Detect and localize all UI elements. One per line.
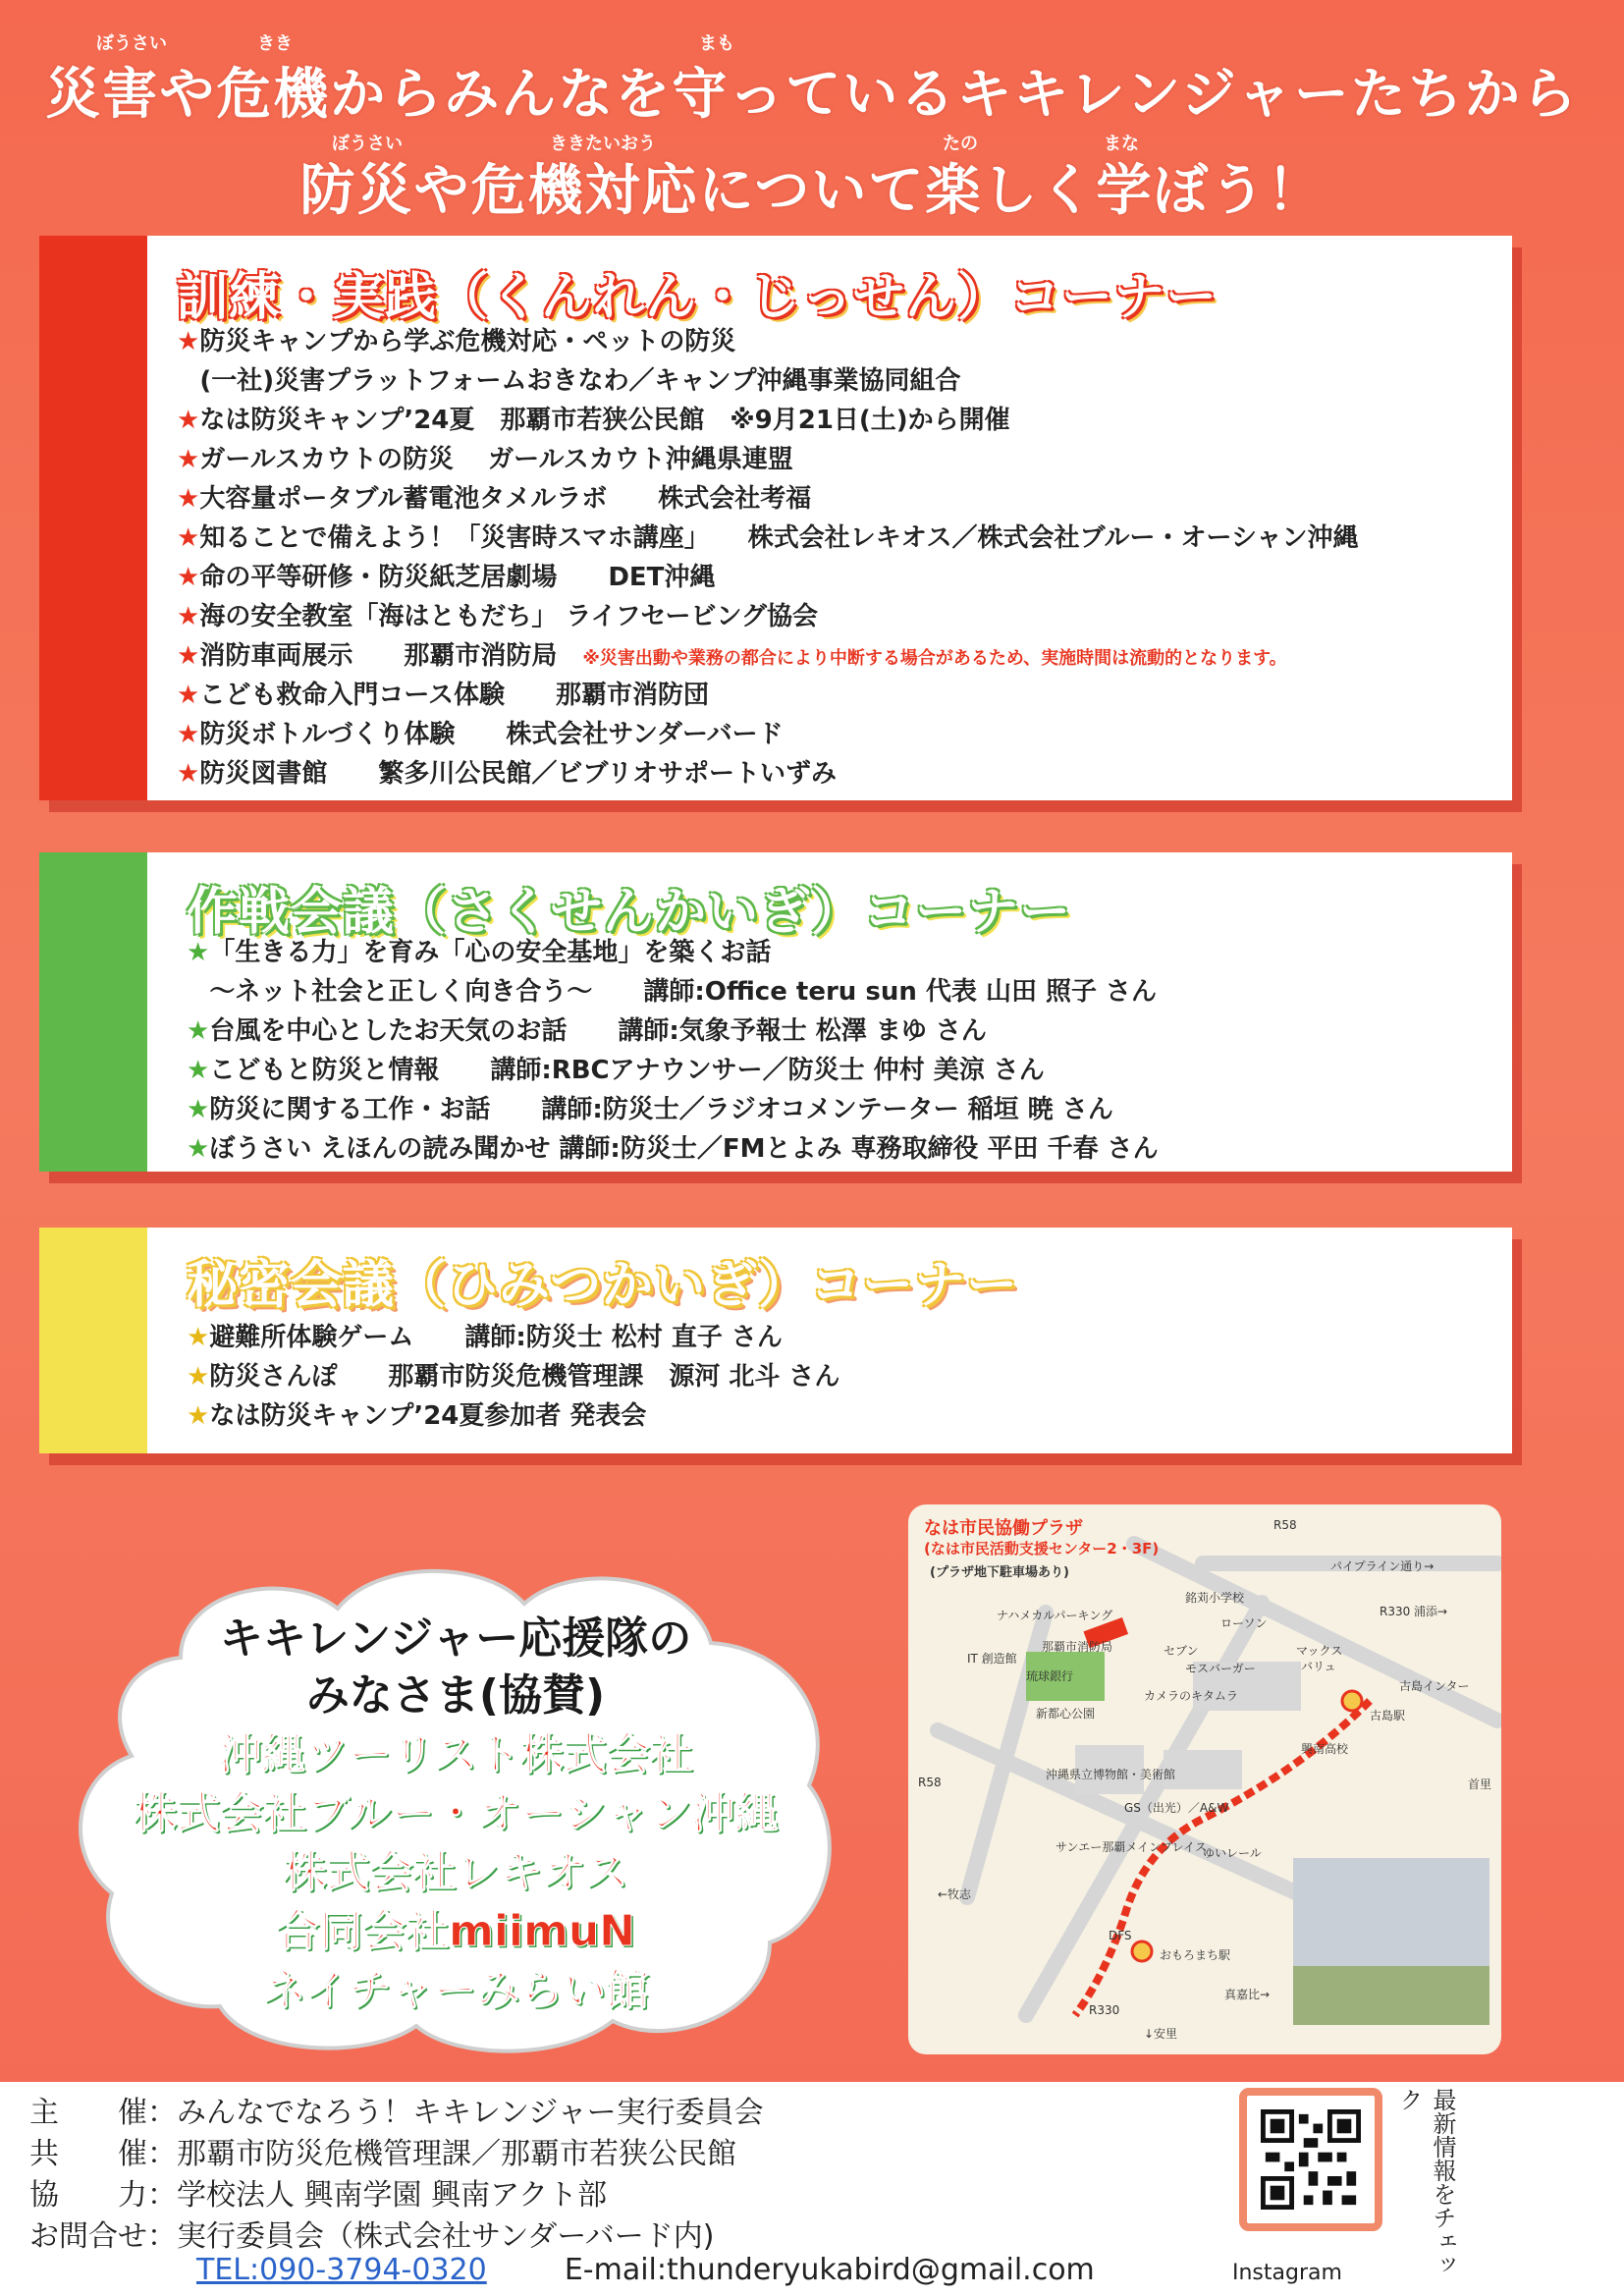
map-label: 古島インター — [1399, 1679, 1470, 1693]
map-label: 銘苅小学校 — [1185, 1591, 1245, 1605]
ruby-mana: まな — [1104, 134, 1139, 154]
sakusen-corner — [39, 852, 1512, 1172]
headline-1: 災害や危機からみんなを守っているキキレンジャーたちから — [45, 63, 1579, 127]
list-item: ★防災に関する工作・お話 講師:防災士／ラジオコメンテーター 稲垣 暁 さん — [187, 1095, 1113, 1124]
headline-2: 防災や危機対応について楽しく学ぼう！ — [299, 159, 1325, 223]
map-label: 首里 — [1468, 1777, 1492, 1791]
ruby-tano: たの — [943, 134, 978, 154]
footer-co: 共 催：那覇市防災危機管理課／那覇市若狭公民館 — [29, 2137, 736, 2171]
map-label: IT 創造館 — [967, 1652, 1017, 1666]
map-label: DFS — [1109, 1929, 1132, 1942]
tel-link[interactable]: TEL:090-3794-0320 — [196, 2253, 487, 2287]
map-label: セブン — [1164, 1644, 1199, 1658]
list-item: (一社)災害プラットフォームおきなわ／キャンプ沖縄事業協同組合 — [199, 366, 961, 396]
map-label: R58 — [1273, 1518, 1297, 1532]
instagram-qr-code[interactable] — [1239, 2088, 1382, 2231]
ruby-bousai: ぼうさい — [96, 33, 167, 54]
list-item: ★大容量ポータブル蓄電池タメルラボ 株式会社考福 — [177, 484, 812, 514]
map-label: 琉球銀行 — [1026, 1669, 1074, 1683]
map-roads — [908, 1504, 1501, 2054]
sakusen-list — [187, 933, 1159, 1169]
kunren-note: ※災害出動や業務の都合により中断する場合があるため、実施時間は流動的となります。 — [582, 648, 1287, 669]
ruby-bousai-2: ぼうさい — [332, 134, 403, 154]
himitsu-title: 秘密会議（ひみつかいぎ）コーナー — [187, 1256, 1018, 1315]
footer-host: 主 催：みんなでなろう！キキレンジャー実行委員会 — [29, 2096, 764, 2130]
list-item: ★防災さんぽ 那覇市防災危機管理課 源河 北斗 さん — [187, 1362, 840, 1392]
map-label: GS（出光）／A&W — [1124, 1801, 1229, 1815]
list-item: ★こどもと防災と情報 講師:RBCアナウンサー／防災士 仲村 美涼 さん — [187, 1056, 1045, 1085]
list-item: ★防災キャンプから学ぶ危機対応・ペットの防災 — [177, 327, 736, 356]
map-label: 那覇市消防局 — [1042, 1640, 1113, 1654]
list-item: 〜ネット社会と正しく向き合う〜 講師:Office teru sun 代表 山田 照子 さん — [209, 977, 1158, 1007]
footer-coop: 協 力：学校法人 興南学園 興南アクト部 — [29, 2178, 608, 2213]
map-venue: なは市民協働プラザ — [924, 1518, 1083, 1539]
list-item: ★台風を中心としたお天気のお話 講師:気象予報士 松澤 まゆ さん — [187, 1016, 987, 1046]
ruby-mamo: まも — [699, 33, 734, 54]
list-item: ★こども救命入門コース体験 那覇市消防団 — [177, 681, 710, 710]
footer-contact-details — [196, 2253, 1095, 2287]
email-link[interactable]: E-mail:thunderyukabird@gmail.com — [564, 2253, 1095, 2287]
map-label: 沖縄県立博物館・美術館 — [1046, 1768, 1176, 1781]
map-label: おもろまち駅 — [1160, 1948, 1231, 1962]
map-label: ←牧志 — [938, 1887, 972, 1901]
qr-code-icon — [1261, 2109, 1361, 2210]
map-label: モスバーガー — [1185, 1662, 1256, 1675]
latest-info-label: 最新情報をチェック — [1395, 2088, 1456, 2276]
map-label: ゆいレール — [1203, 1846, 1262, 1860]
sponsor-name: 株式会社レキオス — [283, 1847, 628, 1897]
map-label: サンエー那覇メインプレイス — [1056, 1840, 1207, 1854]
sponsor-name: ネイチャーみらい館 — [262, 1965, 649, 2015]
map-label: パイプライン通り→ — [1330, 1559, 1435, 1573]
map-label: カメラのキタムラ — [1144, 1689, 1238, 1703]
list-item: ★命の平等研修・防災紙芝居劇場 DET沖縄 — [177, 563, 716, 592]
list-item: ★ぼうさい えほんの読み聞かせ 講師:防災士／FMとよみ 専務取締役 平田 千春 さん — [187, 1134, 1159, 1164]
map-label: R330 — [1089, 2003, 1120, 2017]
map-label: ナハメカルパーキング — [997, 1609, 1113, 1622]
list-item: ★防災図書館 繁多川公民館／ビブリオサポートいずみ — [177, 759, 838, 789]
list-item: ★なは防災キャンプ’24夏 那覇市若狭公民館 ※9月21日(土)から開催 — [177, 406, 1010, 435]
kunren-list — [177, 322, 1358, 793]
list-item: ★避難所体験ゲーム 講師:防災士 松村 直子 さん — [187, 1323, 783, 1352]
map-venue-sub: (なは市民活動支援センター2・3F) — [924, 1540, 1160, 1558]
list-item: ★なは防災キャンプ’24夏参加者 発表会 — [187, 1401, 647, 1431]
map-label: 興南高校 — [1301, 1742, 1349, 1756]
ruby-kiki: きき — [257, 33, 293, 54]
instagram-label: Instagram — [1232, 2261, 1342, 2285]
map-label: ローソン — [1220, 1616, 1268, 1630]
footer-contact: お問合せ：実行委員会（株式会社サンダーバード内) — [29, 2219, 715, 2254]
ruby-kikitaiou: ききたいおう — [550, 134, 656, 154]
list-item: ★知ることで備えよう！「災害時スマホ講座」 株式会社レキオス／株式会社ブルー・オーシャン沖縄 — [177, 523, 1359, 553]
list-item: ★ガールスカウトの防災 ガールスカウト沖縄県連盟 — [177, 445, 793, 474]
himitsu-stripe — [39, 1228, 147, 1453]
map-label: R58 — [918, 1776, 942, 1789]
himitsu-corner — [39, 1228, 1512, 1453]
list-item: ★海の安全教室「海はともだち」 ライフセービング協会 — [177, 602, 818, 631]
list-item: ★「生きる力」を育み「心の安全基地」を築くお話 — [187, 938, 772, 967]
sponsor-heading-2: みなさま(協賛) — [305, 1670, 606, 1721]
map-label: 真嘉比→ — [1224, 1988, 1271, 2001]
map-label: R330 浦添→ — [1380, 1605, 1448, 1618]
kunren-corner — [39, 236, 1512, 800]
map-label: 新都心公園 — [1036, 1707, 1096, 1721]
access-map — [908, 1504, 1501, 2054]
sponsor-name: 沖縄ツーリスト株式会社 — [218, 1729, 693, 1779]
list-item: ★防災ボトルづくり体験 株式会社サンダーバード — [177, 720, 784, 749]
map-label: バリュ — [1301, 1660, 1336, 1673]
sakusen-stripe — [39, 852, 147, 1172]
sponsor-heading-1: キキレンジャー応援隊の — [219, 1613, 692, 1664]
sakusen-title: 作戦会議（さくせんかいぎ）コーナー — [187, 883, 1072, 942]
kunren-title: 訓練・実践（くんれん・じっせん）コーナー — [177, 268, 1218, 327]
kunren-stripe — [39, 236, 147, 800]
map-label: ↓安里 — [1144, 2027, 1178, 2041]
map-label: 古島駅 — [1370, 1709, 1406, 1722]
sponsor-name: 合同会社miimuN — [275, 1906, 635, 1956]
sponsor-name: 株式会社ブルー・オーシャン沖縄 — [133, 1788, 779, 1838]
map-parking: (プラザ地下駐車場あり) — [930, 1565, 1069, 1580]
list-item: ★消防車両展示 那覇市消防局 ※災害出動や業務の都合により中断する場合があるため、実施時間は流動的となります。 — [177, 641, 1287, 671]
map-label: マックス — [1296, 1644, 1343, 1658]
himitsu-list — [187, 1318, 839, 1436]
